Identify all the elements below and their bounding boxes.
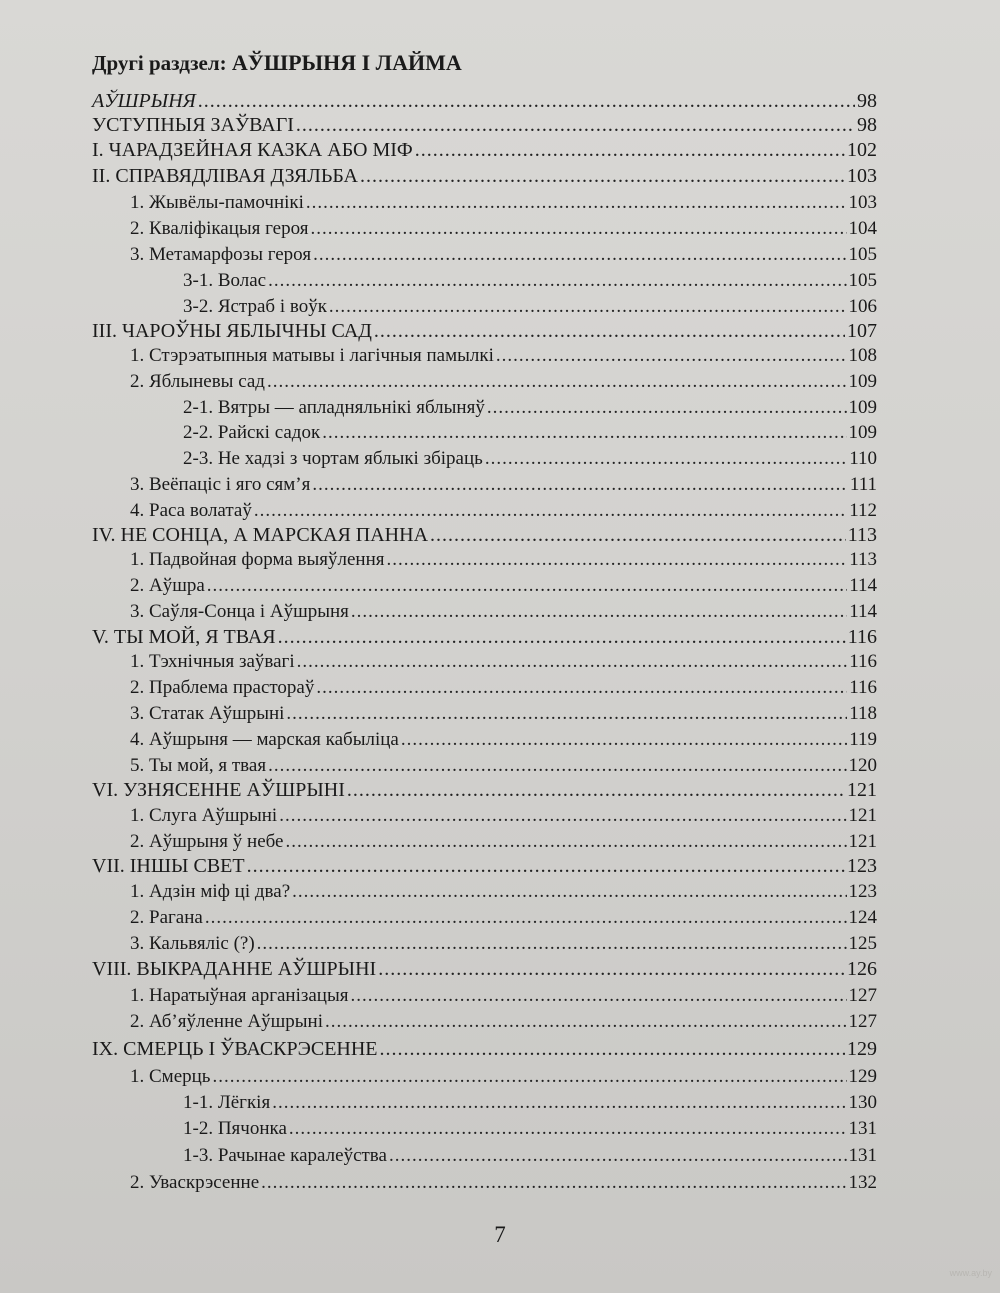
toc-entry xyxy=(92,139,877,161)
toc-entry-page: 112 xyxy=(849,500,877,521)
toc-entry-page: 114 xyxy=(849,601,877,622)
toc-entry-page: 111 xyxy=(849,474,877,495)
toc-entry xyxy=(130,729,877,751)
toc-entry-title: 1. Слуга Аўшрыні xyxy=(130,805,278,826)
toc-entry xyxy=(92,855,877,877)
toc-entry-title: 2. Уваскрэсенне xyxy=(130,1172,260,1193)
toc-leader-dots xyxy=(389,1145,847,1167)
toc-entry-title: 2. Рагана xyxy=(130,907,203,928)
toc-entry xyxy=(92,958,877,980)
toc-entry-title: 5. Ты мой, я твая xyxy=(130,755,267,776)
toc-entry-title: VI. УЗНЯСЕННЕ АЎШРЫНІ xyxy=(92,779,345,801)
toc-entry xyxy=(130,345,877,367)
toc-entry-page: 109 xyxy=(848,397,877,418)
toc-entry xyxy=(130,371,877,393)
toc-entry-page: 121 xyxy=(847,779,877,801)
toc-entry xyxy=(130,881,877,903)
page-number: 7 xyxy=(494,1222,506,1247)
toc-entry-title: 2. Аўшра xyxy=(130,575,205,596)
toc-entry-page: 108 xyxy=(848,345,877,366)
toc-entry-title: 3. Саўля-Сонца і Аўшрыня xyxy=(130,601,349,622)
toc-entry-page: 120 xyxy=(848,755,877,776)
toc-leader-dots xyxy=(485,448,847,470)
toc-entry-title: 3. Веёпаціс і яго сям’я xyxy=(130,474,311,495)
toc-entry-page: 116 xyxy=(849,651,877,672)
toc-leader-dots xyxy=(329,296,847,318)
toc-leader-dots xyxy=(254,500,847,522)
toc-entry-page: 114 xyxy=(849,575,877,596)
toc-entry-page: 123 xyxy=(848,881,877,902)
toc-entry xyxy=(92,114,877,136)
toc-entry xyxy=(183,1145,877,1167)
toc-leader-dots xyxy=(325,1011,847,1033)
toc-entry-page: 119 xyxy=(849,729,877,750)
toc-entry xyxy=(183,397,877,419)
toc-entry xyxy=(130,1011,877,1033)
toc-leader-dots xyxy=(496,345,847,367)
toc-entry-title: 2-3. Не хадзі з чортам яблыкі збіраць xyxy=(183,448,483,469)
toc-leader-dots xyxy=(380,1038,845,1060)
toc-leader-dots xyxy=(374,320,845,342)
toc-entry xyxy=(183,422,877,444)
toc-leader-dots xyxy=(297,651,848,673)
toc-entry-title: 2. Аб’яўленне Аўшрыні xyxy=(130,1011,323,1032)
watermark: www.ay.by xyxy=(949,1268,992,1278)
toc-entry-page: 118 xyxy=(849,703,877,724)
toc-leader-dots xyxy=(316,677,847,699)
toc-entry-page: 126 xyxy=(847,958,877,980)
toc-leader-dots xyxy=(401,729,847,751)
toc-leader-dots xyxy=(378,958,845,980)
toc-entry-title: 2-1. Вятры — апладняльнікі яблыняў xyxy=(183,397,485,418)
toc-entry xyxy=(130,1066,877,1088)
toc-entry-title: 1-2. Пячонка xyxy=(183,1118,287,1139)
toc-leader-dots xyxy=(347,779,845,801)
toc-leader-dots xyxy=(285,831,846,853)
toc-entry xyxy=(92,779,877,801)
toc-entry-page: 131 xyxy=(848,1145,877,1166)
toc-entry xyxy=(130,192,877,214)
toc-leader-dots xyxy=(279,805,846,827)
toc-leader-dots xyxy=(350,985,846,1007)
toc-entry xyxy=(130,549,877,571)
toc-entry-page: 129 xyxy=(847,1038,877,1060)
toc-entry-title: IX. СМЕРЦЬ І ЎВАСКРЭСЕННЕ xyxy=(92,1038,378,1060)
toc-entry xyxy=(130,933,877,955)
toc-entry-title: 2-2. Райскі садок xyxy=(183,422,321,443)
toc-entry-page: 105 xyxy=(848,270,877,291)
toc-entry-page: 123 xyxy=(847,855,877,877)
toc-entry xyxy=(130,244,877,266)
toc-entry-page: 127 xyxy=(848,985,877,1006)
toc-entry xyxy=(92,524,877,546)
toc-entry-title: 1. Адзін міф ці два? xyxy=(130,881,291,902)
toc-entry xyxy=(130,831,877,853)
toc-entry-title: 1. Смерць xyxy=(130,1066,211,1087)
toc-entry-title: 1. Падвойная форма выяўлення xyxy=(130,549,385,570)
toc-leader-dots xyxy=(312,474,848,496)
toc-entry-page: 109 xyxy=(848,422,877,443)
toc-entry xyxy=(130,500,877,522)
toc-leader-dots xyxy=(351,601,847,623)
toc-leader-dots xyxy=(322,422,846,444)
toc-entry-title: 3-1. Волас xyxy=(183,270,267,291)
toc-entry-title: VIII. ВЫКРАДАННЕ АЎШРЫНІ xyxy=(92,958,377,980)
toc-entry-title: 1. Наратыўная арганізацыя xyxy=(130,985,349,1006)
toc-entry-title: 3. Метамарфозы героя xyxy=(130,244,312,265)
section-heading-title: АЎШРЫНЯ І ЛАЙМА xyxy=(231,50,462,75)
toc-entry-page: 116 xyxy=(849,677,877,698)
toc-entry xyxy=(92,90,877,112)
toc-leader-dots xyxy=(278,626,846,648)
toc-entry-page: 103 xyxy=(847,165,877,187)
toc-entry xyxy=(130,218,877,240)
toc-entry-page: 106 xyxy=(848,296,877,317)
toc-leader-dots xyxy=(261,1172,846,1194)
toc-leader-dots xyxy=(360,165,845,187)
toc-leader-dots xyxy=(387,549,848,571)
toc-leader-dots xyxy=(430,524,846,546)
toc-entry-title: 3-2. Ястраб і воўк xyxy=(183,296,327,317)
toc-entry-title: 4. Раса волатаў xyxy=(130,500,252,521)
toc-leader-dots xyxy=(198,90,855,112)
toc-entry-title: 3. Кальвяліс (?) xyxy=(130,933,255,954)
toc-entry-title: 2. Праблема прастораў xyxy=(130,677,315,698)
toc-entry-page: 107 xyxy=(847,320,877,342)
section-heading-prefix: Другі раздзел: xyxy=(92,51,227,75)
toc-entry xyxy=(92,320,877,342)
toc-entry-title: 1. Тэхнічныя заўвагі xyxy=(130,651,295,672)
toc-leader-dots xyxy=(207,575,847,597)
toc-leader-dots xyxy=(415,139,845,161)
toc-entry-page: 131 xyxy=(848,1118,877,1139)
toc-entry-page: 103 xyxy=(848,192,877,213)
toc-entry-page: 127 xyxy=(848,1011,877,1032)
toc-entry-page: 105 xyxy=(848,244,877,265)
toc-entry-page: 116 xyxy=(847,626,877,648)
toc-entry-title: VII. ІНШЫ СВЕТ xyxy=(92,855,245,877)
toc-entry-page: 98 xyxy=(857,114,877,136)
toc-entry xyxy=(183,296,877,318)
toc-leader-dots xyxy=(313,244,846,266)
toc-entry xyxy=(130,677,877,699)
toc-entry-title: УСТУПНЫЯ ЗАЎВАГІ xyxy=(92,114,294,136)
toc-entry-title: V. ТЫ МОЙ, Я ТВАЯ xyxy=(92,626,276,648)
toc-leader-dots xyxy=(272,1092,846,1114)
toc-entry-page: 98 xyxy=(857,90,877,112)
toc-leader-dots xyxy=(311,218,847,240)
toc-leader-dots xyxy=(257,933,847,955)
toc-entry xyxy=(130,985,877,1007)
toc-entry-page: 113 xyxy=(847,524,877,546)
toc-leader-dots xyxy=(212,1066,846,1088)
toc-entry-title: 1-1. Лёгкія xyxy=(183,1092,271,1113)
toc-entry xyxy=(130,805,877,827)
toc-entry-page: 121 xyxy=(848,805,877,826)
toc-entry xyxy=(130,601,877,623)
toc-entry xyxy=(130,907,877,929)
toc-entry xyxy=(92,165,877,187)
section-heading xyxy=(92,50,462,76)
toc-entry xyxy=(183,1118,877,1140)
toc-leader-dots xyxy=(268,755,846,777)
toc-entry-page: 121 xyxy=(848,831,877,852)
toc-entry xyxy=(130,651,877,673)
toc-entry xyxy=(130,1172,877,1194)
toc-entry-page: 102 xyxy=(847,139,877,161)
toc-entry xyxy=(130,703,877,725)
toc-leader-dots xyxy=(268,270,846,292)
toc-entry-title: IV. НЕ СОНЦА, А МАРСКАЯ ПАННА xyxy=(92,524,429,546)
toc-leader-dots xyxy=(289,1118,847,1140)
toc-leader-dots xyxy=(296,114,855,136)
toc-entry-page: 104 xyxy=(848,218,877,239)
toc-leader-dots xyxy=(247,855,845,877)
toc-entry-title: 3. Статак Аўшрыні xyxy=(130,703,285,724)
toc-leader-dots xyxy=(286,703,847,725)
toc-entry xyxy=(130,755,877,777)
toc-entry-page: 124 xyxy=(848,907,877,928)
toc-leader-dots xyxy=(267,371,847,393)
toc-leader-dots xyxy=(292,881,846,903)
toc-entry xyxy=(92,1038,877,1060)
toc-leader-dots xyxy=(487,397,847,419)
toc-entry-title: 1-3. Рачынае каралеўства xyxy=(183,1145,387,1166)
toc-entry xyxy=(130,474,877,496)
toc-entry-title: 1. Стэрэатыпныя матывы і лагічныя памылкі xyxy=(130,345,494,366)
toc-entry-title: 2. Аўшрыня ў небе xyxy=(130,831,284,852)
toc-entry-title: АЎШРЫНЯ xyxy=(92,90,196,112)
toc-entry-title: 2. Яблыневы сад xyxy=(130,371,265,392)
toc-entry-page: 113 xyxy=(849,549,877,570)
toc-entry xyxy=(183,1092,877,1114)
toc-entry-title: 1. Жывёлы-памочнікі xyxy=(130,192,304,213)
toc-entry-title: 2. Кваліфікацыя героя xyxy=(130,218,309,239)
toc-entry-page: 109 xyxy=(848,371,877,392)
toc-entry xyxy=(92,626,877,648)
toc-entry xyxy=(130,575,877,597)
toc-entry-page: 132 xyxy=(848,1172,877,1193)
toc-entry-page: 129 xyxy=(848,1066,877,1087)
toc-entry-page: 125 xyxy=(848,933,877,954)
toc-entry xyxy=(183,270,877,292)
toc-entry-title: III. ЧАРОЎНЫ ЯБЛЫЧНЫ САД xyxy=(92,320,372,342)
toc-entry-title: II. СПРАВЯДЛІВАЯ ДЗЯЛЬБА xyxy=(92,165,358,187)
toc-entry-title: 4. Аўшрыня — марская кабыліца xyxy=(130,729,399,750)
toc-entry-page: 110 xyxy=(849,448,877,469)
toc-entry-page: 130 xyxy=(848,1092,877,1113)
toc-leader-dots xyxy=(306,192,847,214)
toc-leader-dots xyxy=(205,907,847,929)
toc-entry-title: I. ЧАРАДЗЕЙНАЯ КАЗКА АБО МІФ xyxy=(92,139,413,161)
toc-entry xyxy=(183,448,877,470)
